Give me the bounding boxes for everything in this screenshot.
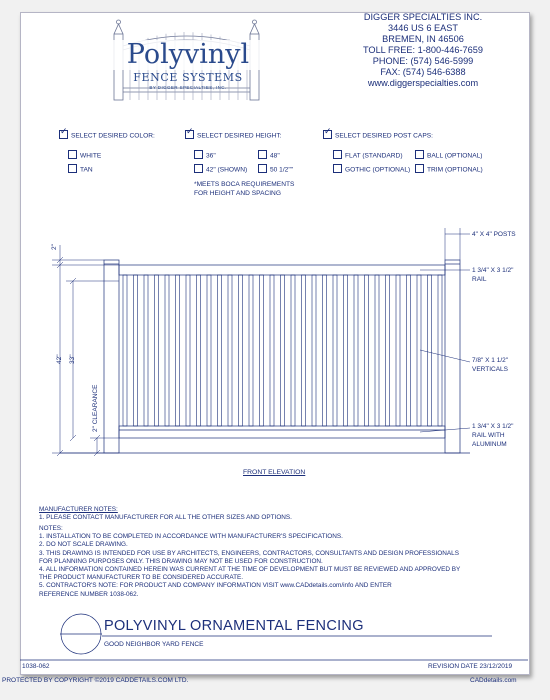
manufacturer-note-item: 1. PLEASE CONTACT MANUFACTURER FOR ALL THE OTHER SIZES AND OPTIONS. <box>39 514 292 522</box>
callout-posts: 4" X 4" POSTS <box>472 231 516 238</box>
company-phone: PHONE: (574) 546-5999 <box>372 56 474 66</box>
caps-option-ball[interactable]: BALL (OPTIONAL) <box>415 151 482 160</box>
height-note-1: *MEETS BOCA REQUIREMENTS <box>194 181 295 188</box>
drawing-title: POLYVINYL ORNAMENTAL FENCING <box>104 618 364 634</box>
note-line: 1. INSTALLATION TO BE COMPLETED IN ACCORDANCE WITH MANUFACTURER'S SPECIFICATIONS. <box>39 533 343 541</box>
height-note-2: FOR HEIGHT AND SPACING <box>194 190 281 197</box>
color-selector-header: ✓SELECT DESIRED COLOR: <box>59 131 155 140</box>
drawing-caption: FRONT ELEVATION <box>243 469 306 476</box>
height-option-36[interactable]: 36" <box>194 151 216 160</box>
note-line: 2. DO NOT SCALE DRAWING. <box>39 541 128 549</box>
logo-brand: Polyvinyl <box>112 40 264 70</box>
note-line: THE PRODUCT MANUFACTURER TO BE CONSIDERED ACCURATE. <box>39 574 244 582</box>
drawing-subtitle: GOOD NEIGHBOR YARD FENCE <box>104 641 204 648</box>
callout-verticals-1: 7/8" X 1 1/2" <box>472 357 509 364</box>
dim-clearance: 2" CLEARANCE <box>92 384 99 432</box>
height-option-42[interactable]: 42" (SHOWN) <box>194 165 247 174</box>
height-option-48[interactable]: 48" <box>258 151 280 160</box>
callout-bottom-rail-2: RAIL WITH <box>472 432 505 439</box>
dim-top-gap: 2" <box>51 244 58 250</box>
note-line: 4. ALL INFORMATION CONTAINED HEREIN WAS CURRENT AT THE TIME OF DEVELOPMENT BUT MUST BE REVIEWED AND APPROVED BY <box>39 566 461 574</box>
height-selector-header: ✓SELECT DESIRED HEIGHT: <box>185 131 282 140</box>
callout-bottom-rail-1: 1 3/4" X 3 1/2" <box>472 423 514 430</box>
copyright-footer: PROTECTED BY COPYRIGHT ©2019 CADDETAILS.COM LTD. <box>2 677 189 684</box>
logo-line3: BY DIGGER SPECIALTIES, INC. <box>149 85 227 90</box>
callout-top-rail-1: 1 3/4" X 3 1/2" <box>472 267 514 274</box>
caps-option-gothic[interactable]: GOTHIC (OPTIONAL) <box>333 165 410 174</box>
callout-top-rail-2: RAIL <box>472 276 487 283</box>
callout-bottom-rail-3: ALUMINUM <box>472 441 507 448</box>
company-fax: FAX: (574) 546-6388 <box>380 67 466 77</box>
dim-inner: 33" <box>69 354 76 364</box>
callout-verticals-2: VERTICALS <box>472 366 509 373</box>
manufacturer-notes-title: MANUFACTURER NOTES: <box>39 506 118 513</box>
company-tollfree: TOLL FREE: 1-800-446-7659 <box>362 45 483 55</box>
caps-selector-header: ✓SELECT DESIRED POST CAPS: <box>323 131 433 140</box>
company-address2: BREMEN, IN 46506 <box>382 34 464 44</box>
logo-line2: FENCE SYSTEMS <box>133 71 243 84</box>
site-footer[interactable]: CADdetails.com <box>470 677 517 684</box>
color-option-white[interactable]: WHITE <box>68 151 101 160</box>
company-website[interactable]: www.diggerspecialties.com <box>367 78 479 88</box>
notes-title: NOTES: <box>39 525 63 532</box>
caps-option-trim[interactable]: TRIM (OPTIONAL) <box>415 165 483 174</box>
caps-option-flat[interactable]: FLAT (STANDARD) <box>333 151 403 160</box>
dim-overall: 42" <box>56 354 63 364</box>
note-line: 3. THIS DRAWING IS INTENDED FOR USE BY ARCHITECTS, ENGINEERS, CONTRACTORS, CONSULTANTS AND DESIGN PROFESSIONALS <box>39 549 459 557</box>
note-line: FOR PLANNING PURPOSES ONLY. THIS DRAWING MAY NOT BE USED FOR CONSTRUCTION. <box>39 557 323 565</box>
reference-number: 1038-062 <box>22 663 50 670</box>
company-name: DIGGER SPECIALTIES INC. <box>363 12 483 22</box>
note-line: 5. CONTRACTOR'S NOTE: FOR PRODUCT AND COMPANY INFORMATION VISIT www.CADdetails.com/info AND ENTER <box>39 582 392 590</box>
company-address1: 3446 US 6 EAST <box>388 23 458 33</box>
height-option-50[interactable]: 50 1/2"" <box>258 165 293 174</box>
note-line: REFERENCE NUMBER 1038-062. <box>39 590 139 598</box>
revision-date: REVISION DATE 23/12/2019 <box>428 663 513 670</box>
color-option-tan[interactable]: TAN <box>68 165 93 174</box>
